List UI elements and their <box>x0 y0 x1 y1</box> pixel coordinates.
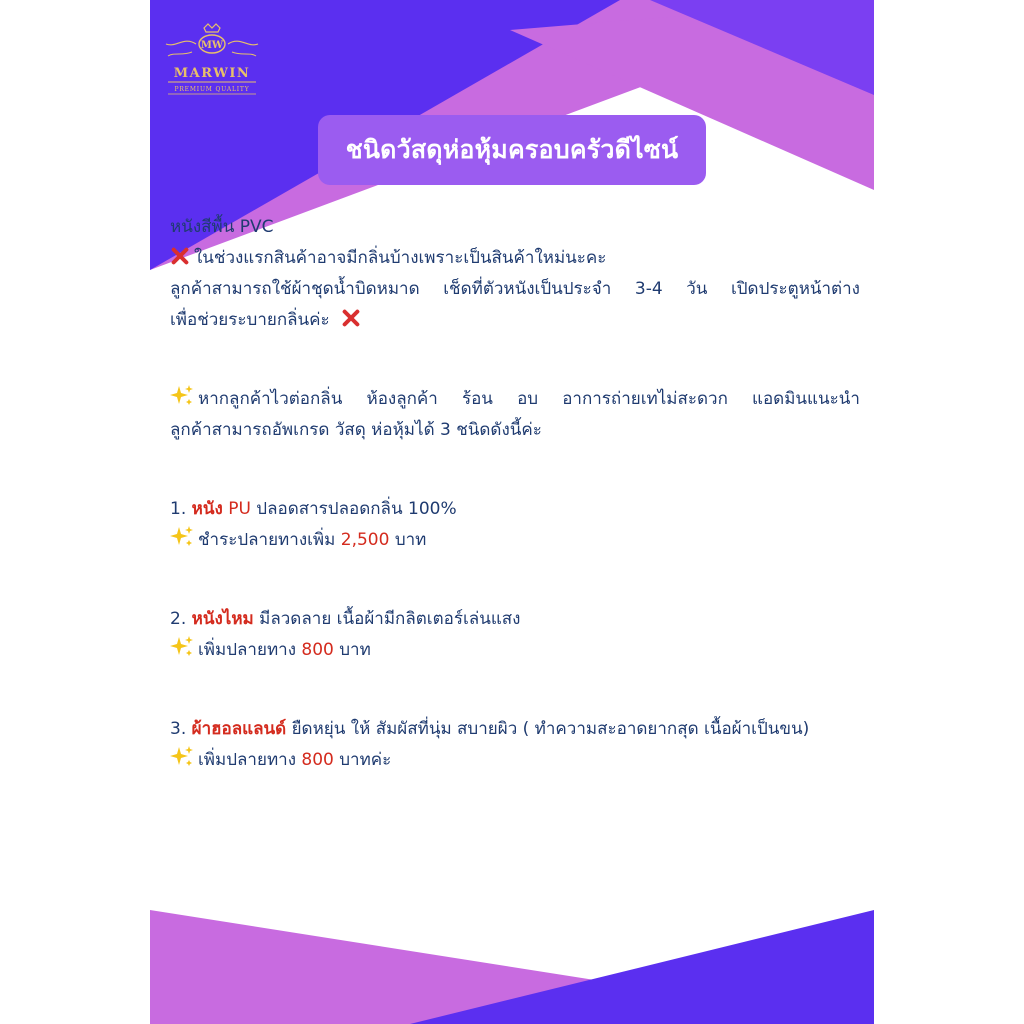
option-3-price-value: 800 <box>301 750 334 770</box>
marwin-logo <box>162 22 262 96</box>
intro-line-2 <box>170 274 860 305</box>
option-2-price-value: 800 <box>301 640 334 660</box>
cross-mark-icon <box>341 308 361 328</box>
option-3-desc: ยืดหยุ่น ให้ สัมผัสที่นุ่ม สบายผิว ( ทำความสะอาดยากสุด เนื้อผ้าเป็นขน) <box>291 719 810 739</box>
option-2-desc: มีลวดลาย เนื้อผ้ามีกลิตเตอร์เล่นแสง <box>259 609 521 629</box>
logo-monogram: MW <box>200 40 224 51</box>
intro-line-3 <box>170 305 860 336</box>
pvc-heading: หนังสีพื้น PVC <box>170 217 274 237</box>
option-2-name: หนังไหม <box>191 609 254 629</box>
sparkles-icon <box>170 525 194 549</box>
option-1-name: หนัง <box>191 499 223 519</box>
logo-tagline: PREMIUM QUALITY <box>174 86 250 93</box>
option-1-price: ชำระปลายทางเพิ่ม 2,500 บาท <box>170 525 860 556</box>
option-1-title: 1. หนัง PU ปลอดสารปลอดกลิ่น 100% <box>170 499 457 519</box>
advice-word: ร้อน <box>461 389 493 409</box>
intro-line-2-word: เปิดประตูหน้าต่าง <box>730 279 860 299</box>
intro-line-2-word: 3-4 <box>634 279 663 299</box>
page-title-box <box>318 115 706 185</box>
option-3-price: เพิ่มปลายทาง 800 บาทค่ะ <box>170 745 860 776</box>
option-2-title: 2. หนังไหม มีลวดลาย เนื้อผ้ามีกลิตเตอร์เล่นแสง <box>170 609 521 629</box>
intro-line-1-text: ในช่วงแรกสินค้าอาจมีกลิ่นบ้างเพราะเป็นสินค้าใหม่นะคะ <box>194 248 607 268</box>
advice-word: อบ <box>517 389 539 409</box>
sparkles-icon <box>170 745 194 769</box>
page-title: ชนิดวัสดุห่อหุ้มครอบครัวดีไซน์ <box>345 135 679 164</box>
option-3-name: ผ้าฮอลแลนด์ <box>191 719 287 739</box>
option-2-price: เพิ่มปลายทาง 800 บาท <box>170 635 860 666</box>
logo-brand-name: MARWIN <box>173 66 251 81</box>
sparkles-icon <box>170 635 194 659</box>
option-1-price-value: 2,500 <box>340 530 390 550</box>
option-1-name-suffix: PU <box>228 499 251 519</box>
advice-line-1 <box>170 384 860 415</box>
intro-line-1 <box>170 243 860 274</box>
intro-line-3-text: เพื่อช่วยระบายกลิ่นค่ะ <box>170 310 330 330</box>
document-body <box>170 212 860 776</box>
sparkles-icon <box>170 384 194 408</box>
intro-line-2-word: เช็ดที่ตัวหนังเป็นประจำ <box>443 279 612 299</box>
intro-line-2-word: ลูกค้าสามารถใช้ผ้าชุดน้ำบิดหมาด <box>170 279 420 299</box>
document-page <box>150 0 874 1024</box>
intro-line-2-word: วัน <box>686 279 708 299</box>
advice-line-2: ลูกค้าสามารถอัพเกรด วัสดุ ห่อหุ้มได้ 3 ชนิดดังนี้ค่ะ <box>170 420 542 440</box>
advice-word: อาการถ่ายเทไม่สะดวก <box>562 389 728 409</box>
option-1-desc: ปลอดสารปลอดกลิ่น 100% <box>256 499 457 519</box>
advice-word: แอดมินแนะนำ <box>752 389 860 409</box>
advice-word-first: หากลูกค้าไวต่อกลิ่น <box>170 384 342 415</box>
logo-emblem-icon <box>162 22 262 96</box>
option-3-title: 3. ผ้าฮอลแลนด์ ยืดหยุ่น ให้ สัมผัสที่นุ่ม สบายผิว ( ทำความสะอาดยากสุด เนื้อผ้าเป็นขน) <box>170 719 810 739</box>
advice-word: ห้องลูกค้า <box>366 389 438 409</box>
cross-mark-icon <box>170 246 190 266</box>
